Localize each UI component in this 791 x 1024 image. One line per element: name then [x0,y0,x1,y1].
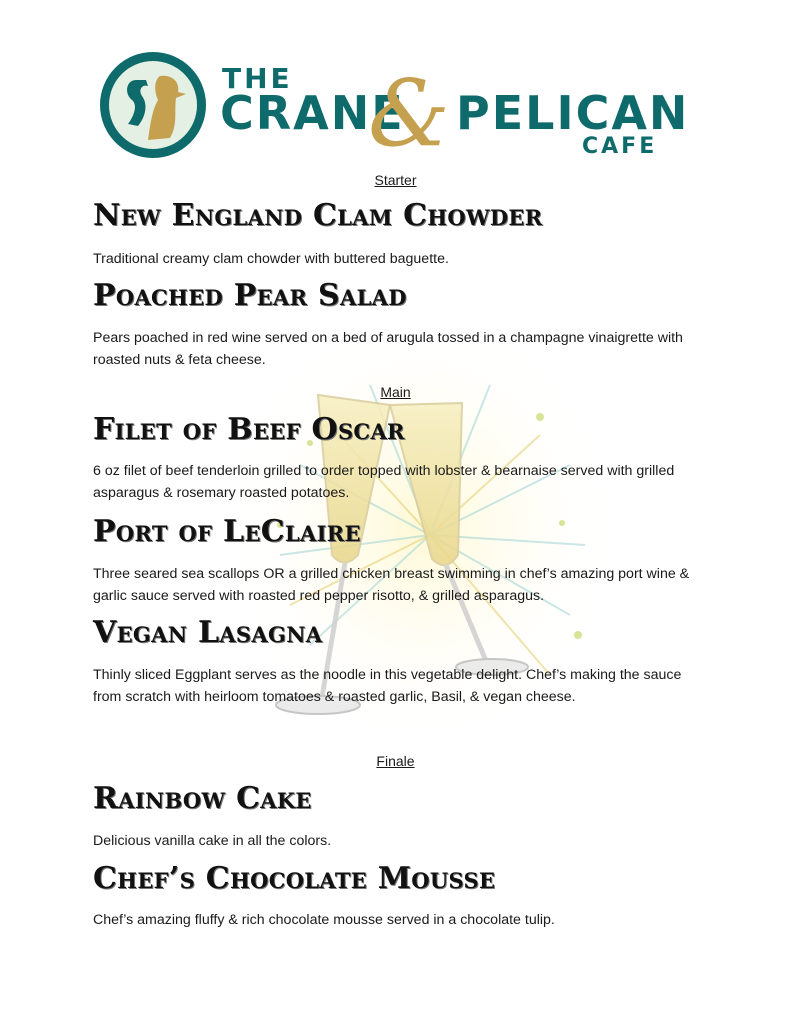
dish-description: Chef’s amazing fluffy & rich chocolate mousse served in a chocolate tulip. [93,912,555,928]
dish-title: Filet of Beef Oscar [93,412,405,447]
dish-description: 6 oz filet of beef tenderloin grilled to order topped with lobster & bearnaise served with grilled asparagus & rosemary roasted potatoes. [93,463,675,501]
logo-ampersand: & [368,60,450,167]
dish-description: Delicious vanilla cake in all the colors. [93,833,332,849]
dish-title: Port of LeClaire [93,514,361,549]
section-main: Main [380,384,411,400]
dish-description: Three seared sea scallops OR a grilled chicken breast swimming in chef’s amazing port wine & garlic sauce served with roasted red pepper risotto, & grilled asparagus. [93,566,690,604]
dish-description: Traditional creamy clam chowder with buttered baguette. [93,251,449,267]
logo-pelican-text: PELICAN [456,86,690,140]
dish-title: Chef’s Chocolate Mousse [93,861,496,896]
section-finale: Finale [376,753,415,769]
dish-description: Pears poached in red wine served on a bed of arugula tossed in a champagne vinaigrette with roasted nuts & feta cheese. [93,330,683,368]
dish-title: Poached Pear Salad [93,278,407,313]
cafe-logo [98,50,690,167]
logo-cafe-text: CAFE [582,134,658,159]
dish-title: Rainbow Cake [93,781,312,816]
dish-title: New England Clam Chowder [93,198,543,233]
section-starter: Starter [374,172,417,188]
dish-title: Vegan Lasagna [93,615,323,650]
crane-pelican-emblem-icon [98,50,208,160]
logo-the-text: THE [222,62,293,95]
dish-description: Thinly sliced Eggplant serves as the noodle in this vegetable delight. Chef’s making the sauce from scratch with heirloom tomatoes & roasted garlic, Basil, & vegan cheese. [93,667,682,705]
logo-crane-text: CRANE [220,86,405,140]
